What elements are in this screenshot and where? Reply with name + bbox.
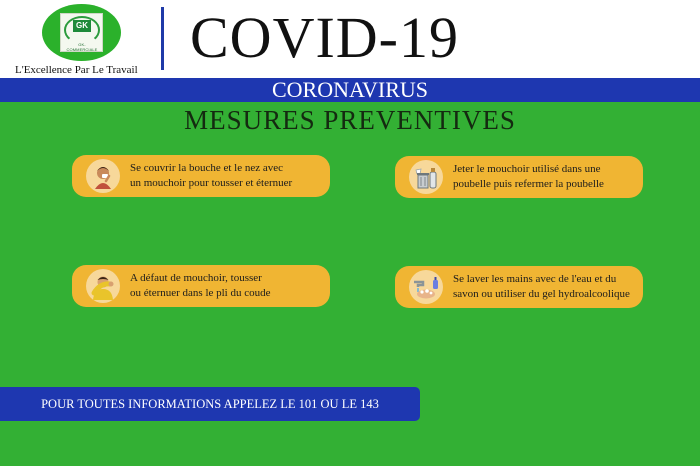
tagline: L'Excellence Par Le Travail xyxy=(15,64,138,76)
hotline-banner: POUR TOUTES INFORMATIONS APPELEZ LE 101 OU LE 143 xyxy=(0,387,420,421)
bin-with-tissue-icon xyxy=(409,160,443,194)
measure-elbow-cough xyxy=(72,265,330,307)
measure-line: ou éternuer dans le pli du coude xyxy=(130,287,271,299)
logo-mark: GK xyxy=(73,20,91,32)
measure-line: Se laver les mains avec de l'eau et du xyxy=(453,273,617,285)
measure-dispose-tissue xyxy=(395,156,643,198)
measure-line: poubelle puis refermer la poubelle xyxy=(453,178,604,190)
title-divider xyxy=(161,7,164,70)
preventive-measures-title: MESURES PREVENTIVES xyxy=(184,105,516,135)
measure-line: Jeter le mouchoir utilisé dans une xyxy=(453,163,601,175)
header xyxy=(0,0,700,78)
measure-text xyxy=(130,271,271,301)
measure-text xyxy=(130,161,292,191)
sneeze-into-elbow-icon xyxy=(86,269,120,303)
logo-badge xyxy=(60,13,103,52)
measure-line: savon ou utiliser du gel hydroalcoolique xyxy=(453,288,630,300)
measure-line: A défaut de mouchoir, tousser xyxy=(130,272,262,284)
measure-cover-mouth xyxy=(72,155,330,197)
measure-text xyxy=(453,162,604,192)
measure-text xyxy=(453,272,630,302)
measure-line: Se couvrir la bouche et le nez avec xyxy=(130,162,284,174)
wash-hands-icon xyxy=(409,270,443,304)
main-title: COVID-19 xyxy=(190,5,459,70)
logo-company-name: GK-COMMERCIALE xyxy=(66,42,98,52)
measure-wash-hands xyxy=(395,266,643,308)
cough-into-tissue-icon xyxy=(86,159,120,193)
measure-line: un mouchoir pour tousser et éternuer xyxy=(130,177,293,189)
company-logo xyxy=(42,4,121,61)
coronavirus-band: CORONAVIRUS xyxy=(0,78,700,102)
